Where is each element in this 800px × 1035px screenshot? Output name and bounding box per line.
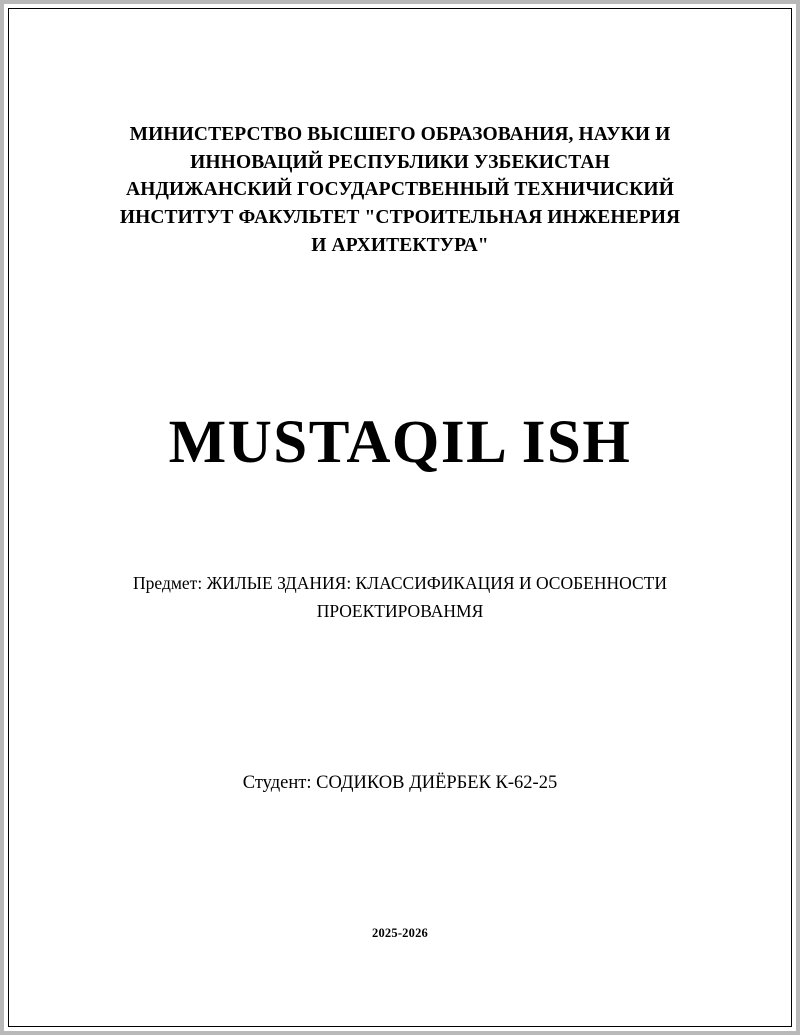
document-title: MUSTAQIL ISH: [168, 409, 632, 477]
student-name: Студент: СОДИКОВ ДИЁРБЕК К-62-25: [242, 772, 558, 793]
organization-heading: [79, 121, 721, 259]
subject-value-line-2: ПРОЕКТИРОВАНМЯ: [316, 600, 484, 621]
organization-line-3: АНДИЖАНСКИЙ ГОСУДАРСТВЕННЫЙ ТЕХНИЧИСКИЙ: [126, 179, 674, 201]
organization-line-5: И АРХИТЕКТУРА": [311, 234, 489, 256]
academic-year: 2025-2026: [372, 926, 428, 940]
page-content: [9, 9, 791, 1026]
subject-label: Предмет:: [133, 573, 203, 594]
organization-line-1: МИНИСТЕРСТВО ВЫСШЕГО ОБРАЗОВАНИЯ, НАУКИ И: [129, 124, 671, 145]
subject-block: [79, 570, 721, 624]
organization-line-4: ИНСТИТУТ ФАКУЛЬТЕТ "СТРОИТЕЛЬНАЯ ИНЖЕНЕРИЯ: [119, 207, 681, 229]
subject-value-line-1: ЖИЛЫЕ ЗДАНИЯ: КЛАССИФИКАЦИЯ И ОСОБЕННОСТИ: [206, 573, 667, 594]
page-border: [8, 8, 792, 1027]
organization-line-2: ИННОВАЦИЙ РЕСПУБЛИКИ УЗБЕКИСТАН: [190, 151, 610, 173]
